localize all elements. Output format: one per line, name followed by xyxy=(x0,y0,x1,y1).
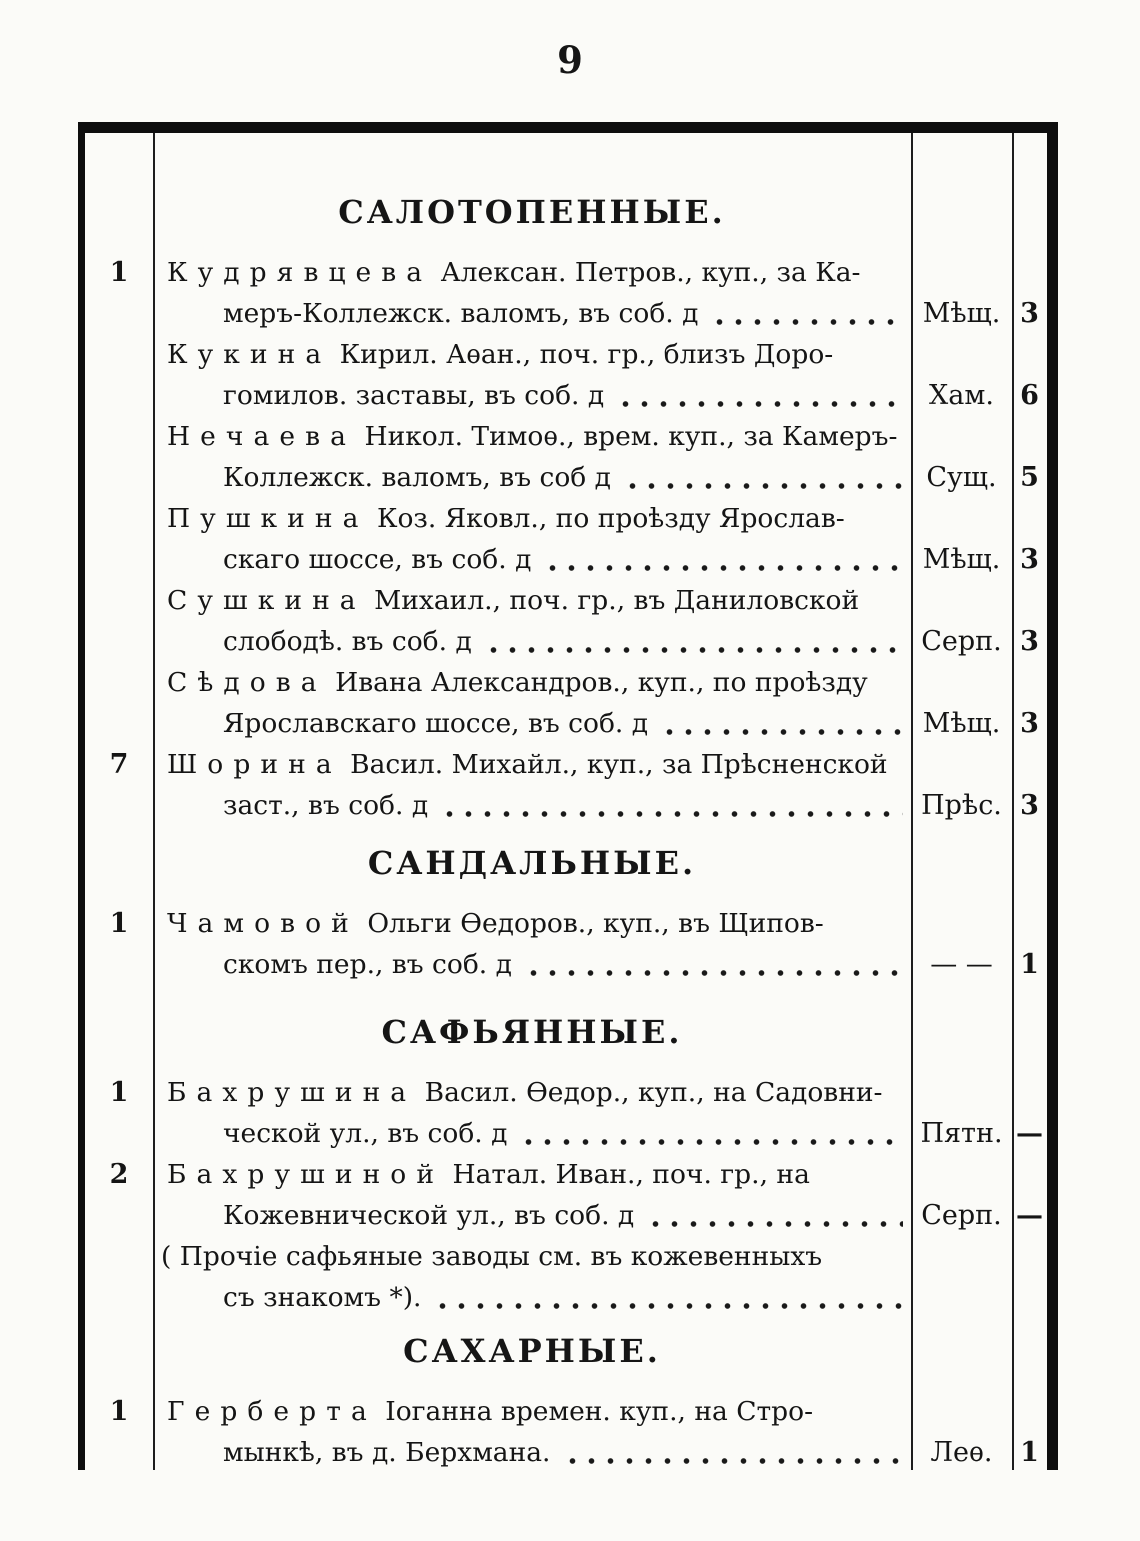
directory-section xyxy=(85,840,1047,985)
entry-line1-rest: Ивана Александров., куп., по проѣзду xyxy=(335,667,868,698)
section-entries xyxy=(85,252,1047,826)
owner-surname: Нечаева xyxy=(167,421,357,452)
entry-line2-text: Коллежск. валомъ, въ соб д xyxy=(223,462,611,493)
table-row xyxy=(85,252,1047,334)
district-abbr: Мѣщ. xyxy=(922,708,1001,739)
entry-line1-rest: Алексан. Петров., куп., за Ка- xyxy=(440,257,861,288)
section-title: САХАРНЫЕ. xyxy=(403,1332,661,1370)
table-note-row xyxy=(85,1236,1047,1318)
district-abbr: Леѳ. xyxy=(930,1437,993,1468)
entry-line1 xyxy=(153,903,911,944)
entry-line1-rest: Коз. Яковл., по проѣзду Ярослав- xyxy=(376,503,845,534)
dot-leader xyxy=(484,621,903,662)
factory-count: 5 xyxy=(1020,462,1039,493)
entry-line1 xyxy=(153,416,911,457)
dot-leader xyxy=(646,1195,903,1236)
entry-text xyxy=(153,416,911,498)
table-row xyxy=(85,1391,1047,1470)
entry-text xyxy=(153,498,911,580)
district-abbr: Серп. xyxy=(921,626,1002,657)
row-number xyxy=(85,334,153,416)
owner-surname: Кукина xyxy=(167,339,332,370)
entry-line1-rest: Ольги Ѳедоров., куп., въ Щипов- xyxy=(367,908,824,939)
dot-leader xyxy=(623,457,903,498)
entry-line2 xyxy=(153,1113,911,1154)
entry-line1 xyxy=(153,498,911,539)
directory-section xyxy=(85,1009,1047,1318)
entry-line2-text: гомилов. заставы, въ соб. д xyxy=(223,380,605,411)
row-number: 1 xyxy=(109,908,129,939)
owner-surname: Пушкина xyxy=(167,503,369,534)
entry-line2 xyxy=(153,1195,911,1236)
entry-line2 xyxy=(153,457,911,498)
entry-line1 xyxy=(153,334,911,375)
dot-leader xyxy=(660,703,903,744)
section-entries xyxy=(85,1391,1047,1470)
entry-line1-rest: Васил. Михайл., куп., за Прѣсненской xyxy=(350,749,888,780)
district-abbr: Мѣщ. xyxy=(922,298,1001,329)
row-number: 1 xyxy=(109,1077,129,1108)
entry-line1-rest: Натал. Иван., поч. гр., на xyxy=(452,1159,810,1190)
row-number: 7 xyxy=(109,749,129,780)
district-abbr: Прѣс. xyxy=(921,790,1002,821)
table-row xyxy=(85,1072,1047,1154)
entry-line2-text: Кожевнической ул., въ соб. д xyxy=(223,1200,635,1231)
table-row xyxy=(85,416,1047,498)
owner-surname: Герберта xyxy=(167,1396,377,1427)
owner-surname: Чамовой xyxy=(167,908,359,939)
factory-count: 3 xyxy=(1020,544,1039,575)
entry-line1 xyxy=(153,1391,911,1432)
directory-section xyxy=(85,189,1047,826)
entry-text xyxy=(153,744,911,826)
district-abbr: Хам. xyxy=(929,380,994,411)
row-number xyxy=(85,498,153,580)
entry-text xyxy=(153,903,911,985)
entry-line2 xyxy=(153,1432,911,1470)
entry-text xyxy=(153,1154,911,1236)
owner-surname: Сушкина xyxy=(167,585,366,616)
district-abbr: Серп. xyxy=(921,1200,1002,1231)
entry-text xyxy=(153,1072,911,1154)
table-row xyxy=(85,903,1047,985)
entry-line2-text: мынкѣ, въ д. Берхмана. xyxy=(223,1437,551,1468)
entry-line2-text: заст., въ соб. д xyxy=(223,790,429,821)
note-line1: ( Прочіе сафьяные заводы см. въ кожевенныхъ xyxy=(161,1241,823,1272)
section-title: САНДАЛЬНЫЕ. xyxy=(367,844,697,882)
entry-text xyxy=(153,1391,911,1470)
entry-line2 xyxy=(153,293,911,334)
table-row xyxy=(85,1154,1047,1236)
row-number xyxy=(85,580,153,662)
factory-count: 1 xyxy=(1020,949,1039,980)
entry-line1 xyxy=(153,744,911,785)
table-row xyxy=(85,662,1047,744)
district-abbr: — — xyxy=(930,949,993,980)
section-title: САЛОТОПЕННЫЕ. xyxy=(338,193,726,231)
row-number xyxy=(85,662,153,744)
dot-leader xyxy=(710,293,903,334)
entry-line2-text: ческой ул., въ соб. д xyxy=(223,1118,508,1149)
entry-text xyxy=(153,580,911,662)
dot-leader xyxy=(543,539,903,580)
factory-count: 3 xyxy=(1020,790,1039,821)
entry-line2 xyxy=(153,539,911,580)
entry-text xyxy=(153,252,911,334)
factory-count: — xyxy=(1016,1200,1043,1231)
note-line2-text: съ знакомъ *). xyxy=(223,1282,422,1313)
entry-line1 xyxy=(153,252,911,293)
entry-line1-rest: Никол. Тимоѳ., врем. куп., за Камеръ- xyxy=(364,421,898,452)
entry-text xyxy=(153,662,911,744)
owner-surname: Бахрушина xyxy=(167,1077,417,1108)
district-abbr: Пятн. xyxy=(920,1118,1003,1149)
section-title: САФЬЯННЫЕ. xyxy=(381,1013,683,1051)
district-abbr: Сущ. xyxy=(926,462,997,493)
row-number xyxy=(85,416,153,498)
factory-count-empty xyxy=(1012,1236,1047,1318)
owner-surname: Шорина xyxy=(167,749,342,780)
table-row xyxy=(85,580,1047,662)
directory-table xyxy=(78,122,1058,1470)
row-number: 2 xyxy=(109,1159,129,1190)
district-abbr-empty xyxy=(911,1236,1012,1318)
entry-line1-rest: Васил. Ѳедор., куп., на Садовни- xyxy=(424,1077,883,1108)
entry-line2-text: меръ-Коллежск. валомъ, въ соб. д xyxy=(223,298,699,329)
factory-count: 6 xyxy=(1020,380,1039,411)
entry-line1 xyxy=(153,662,911,703)
entry-line2-text: слободѣ. въ соб. д xyxy=(223,626,472,657)
entry-line2-text: скаго шоссе, въ соб. д xyxy=(223,544,532,575)
factory-count: 3 xyxy=(1020,708,1039,739)
table-row xyxy=(85,498,1047,580)
owner-surname: Бахрушиной xyxy=(167,1159,445,1190)
row-number-empty xyxy=(85,1236,153,1318)
factory-count: 3 xyxy=(1020,298,1039,329)
factory-count: 1 xyxy=(1020,1437,1039,1468)
note-text xyxy=(153,1236,911,1318)
factory-count: 3 xyxy=(1020,626,1039,657)
dot-leader xyxy=(563,1432,904,1470)
entry-line2 xyxy=(153,785,911,826)
owner-surname: Кудрявцева xyxy=(167,257,433,288)
table-content xyxy=(85,133,1047,1470)
entry-line2 xyxy=(153,944,911,985)
entry-line1 xyxy=(153,580,911,621)
section-entries xyxy=(85,903,1047,985)
entry-line2 xyxy=(153,703,911,744)
note-line2 xyxy=(153,1277,911,1318)
entry-line2-text: Ярославскаго шоссе, въ соб. д xyxy=(223,708,649,739)
entry-text xyxy=(153,334,911,416)
page-number: 9 xyxy=(557,38,583,82)
dot-leader xyxy=(616,375,903,416)
entry-line1 xyxy=(153,1072,911,1113)
factory-count: — xyxy=(1016,1118,1043,1149)
table-row xyxy=(85,744,1047,826)
district-abbr: Мѣщ. xyxy=(922,544,1001,575)
entry-line2-text: скомъ пер., въ соб. д xyxy=(223,949,512,980)
entry-line1-rest: Іоганна времен. куп., на Стро- xyxy=(385,1396,814,1427)
entry-line2 xyxy=(153,621,911,662)
dot-leader xyxy=(440,785,903,826)
directory-section xyxy=(85,1328,1047,1470)
row-number: 1 xyxy=(109,1396,129,1427)
dot-leader xyxy=(524,944,903,985)
table-row xyxy=(85,334,1047,416)
row-number: 1 xyxy=(109,257,129,288)
owner-surname: Сѣдова xyxy=(167,667,327,698)
dot-leader xyxy=(433,1277,903,1318)
entry-line1 xyxy=(153,1154,911,1195)
entry-line2 xyxy=(153,375,911,416)
dot-leader xyxy=(519,1113,903,1154)
section-entries xyxy=(85,1072,1047,1318)
entry-line1-rest: Кирил. Аѳан., поч. гр., близъ Доро- xyxy=(339,339,834,370)
entry-line1-rest: Михаил., поч. гр., въ Даниловской xyxy=(374,585,860,616)
